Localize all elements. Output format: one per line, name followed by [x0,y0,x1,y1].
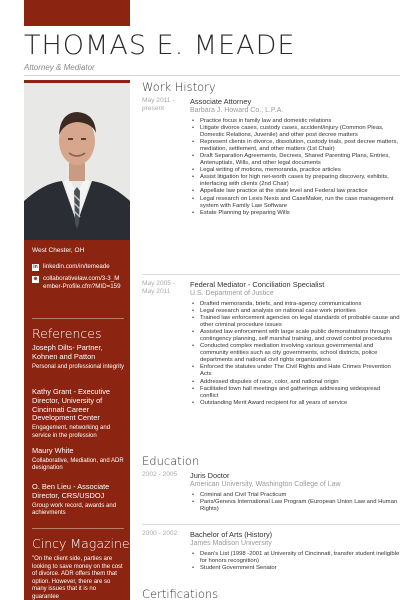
candidate-title: Attorney & Mediator [24,63,95,72]
reference-item [32,483,126,518]
job-dates: May 2005 - May 2011 [142,280,175,295]
job-bullets [190,118,400,217]
bullet-item: • Criminal and Civil Trial Practicum [190,492,400,499]
sidebar-linkedin-link[interactable] [32,263,110,271]
reference-name: Joseph Dilts- Partner, Kohnen and Patton [32,343,103,361]
work-history-heading: Work History [142,80,216,94]
website-text: collaborativelaw.com/3-3_Member-Profile.cfm?MID=159 [43,275,121,290]
job-bullets [190,301,400,407]
bullet-item: • Paris/Geneva International Law Program (European Union Law and Human Rights) [190,499,400,513]
reference-item [32,447,126,473]
sidebar-divider [32,528,124,529]
bullet-item: • Litigate divorce cases, custody cases, accident/injury (Common Pleas, Domestic Relations, Juvenile) and other post decree matters [190,125,400,139]
education-bullets [190,492,400,513]
job-title: Federal Mediator - Conciliation Specialist [190,280,325,289]
reference-desc: Engagement, networking and service in the profession [32,425,111,439]
bullet-item: • Facilitated town hall meetings and gatherings addressing widespread conflict [190,386,400,400]
bullet-item: • Legal research on Lexis Nexis and CaseMaker, run the case management system with Family Law Software [190,196,400,210]
degree-title: Bachelor of Arts (History) [190,530,273,539]
linkedin-text: linkedin.com/in/temeade [43,263,110,270]
job-organization: Barbara J. Howard Co., L.P.A. [190,107,284,114]
magazine-heading: Cincy Magazine [32,536,130,551]
job-title: Associate Attorney [190,97,252,106]
education-dates: 2000 - 2002 [142,530,178,537]
reference-desc: Group work record, awards and achievments [32,502,117,517]
globe-icon: ⊕ [33,275,38,282]
job-dates: May 2011 - present [142,97,175,112]
education-bullets [190,551,400,572]
bullet-item: • Conducted complex mediation involving various governmental and community entities such as city governments, school districts, police departments and national civil rights organizations [190,343,400,364]
bullet-item: • Estate Planning by preparing Wills [190,210,400,217]
reference-item [32,388,126,440]
profile-photo [24,83,130,240]
sidebar [24,80,130,600]
bullet-item: • Drafted memoranda, briefs, and intra-agency communications [190,301,400,308]
reference-name: Maury White [32,446,74,455]
entry-divider [142,274,400,275]
sidebar-location: West Chester, OH [32,247,85,254]
bullet-item: • Assist litigation for high net-worth cases by preparing discovery, exhibits, interfacing with clients (2nd Chair) [190,174,400,188]
reference-desc: Collaborative, Mediation, and ADR designation [32,457,124,472]
job-organization: U.S. Department of Justice [190,290,274,297]
bullet-item: • Draft Separation Agreements, Decrees, Shared Parenting Plans, Entries, Antenuptials, Wills, and other legal documents [190,153,400,167]
candidate-name: THOMAS E. MEADE [24,30,296,61]
education-heading: Education [142,454,200,468]
reference-desc: Personal and professional integrity [32,363,125,370]
magazine-quote: "On the client side, parties are looking to save money on the cost of divorce. ADR offers them that option. However, there are so many issues that it is no guarantee [32,556,123,600]
entry-divider [142,524,400,525]
bullet-item: • Student Government Senator [190,565,400,572]
bullet-item: • Appellate law practice at the state level and Federal law practice [190,188,400,195]
bullet-item: • Legal writing of motions, memoranda, practice articles [190,167,400,174]
bullet-item: • Trained law enforcement agencies on legal standards of probable cause and other criminal procedure issues [190,315,400,329]
reference-item [32,344,126,371]
header-accent-bar [24,0,130,26]
certifications-heading: Certifications [142,587,219,600]
sidebar-website-link[interactable] [32,275,121,291]
bullet-item: • Practice focus in family law and domestic relations [190,118,400,125]
reference-name: Kathy Grant - Executive Director, University of Cincinnati Career Development Center [32,387,111,423]
degree-title: Juris Doctor [190,471,230,480]
school-name: American University, Washington College of Law [190,481,341,488]
sidebar-divider [32,318,124,319]
linkedin-icon: in [33,263,38,270]
bullet-item: • Outstanding Merit Award recipient for all years of service [190,400,400,407]
bullet-item: • Dean's List (1998 -2001 at University of Cincinnati, transfer student ineligible for honors recognition) [190,551,400,565]
references-heading: References [32,326,102,341]
bullet-item: • Enforced the statutes under The Civil Rights and Hate Crimes Prevention Acts [190,364,400,378]
reference-name: O. Ben Lieu - Associate Director, CRS/USDOJ [32,482,110,500]
bullet-item: • Addressed disputes of race, color, and national origin [190,379,400,386]
education-dates: 2002 - 2005 [142,471,178,478]
bullet-item: • Legal research and analysis on national case work priorities [190,308,400,315]
header-divider [24,75,400,76]
school-name: James Madison University [190,540,272,547]
bullet-item: • Assisted law enforcement with large scale public demonstrations through contingency planning, self marshal training, and crowd control procedures [190,329,400,343]
bullet-item: • Represent clients in divorce, dissolution, custody trials, post decree matters, mediation, settlement, and other matters (1st Chair) [190,139,400,153]
